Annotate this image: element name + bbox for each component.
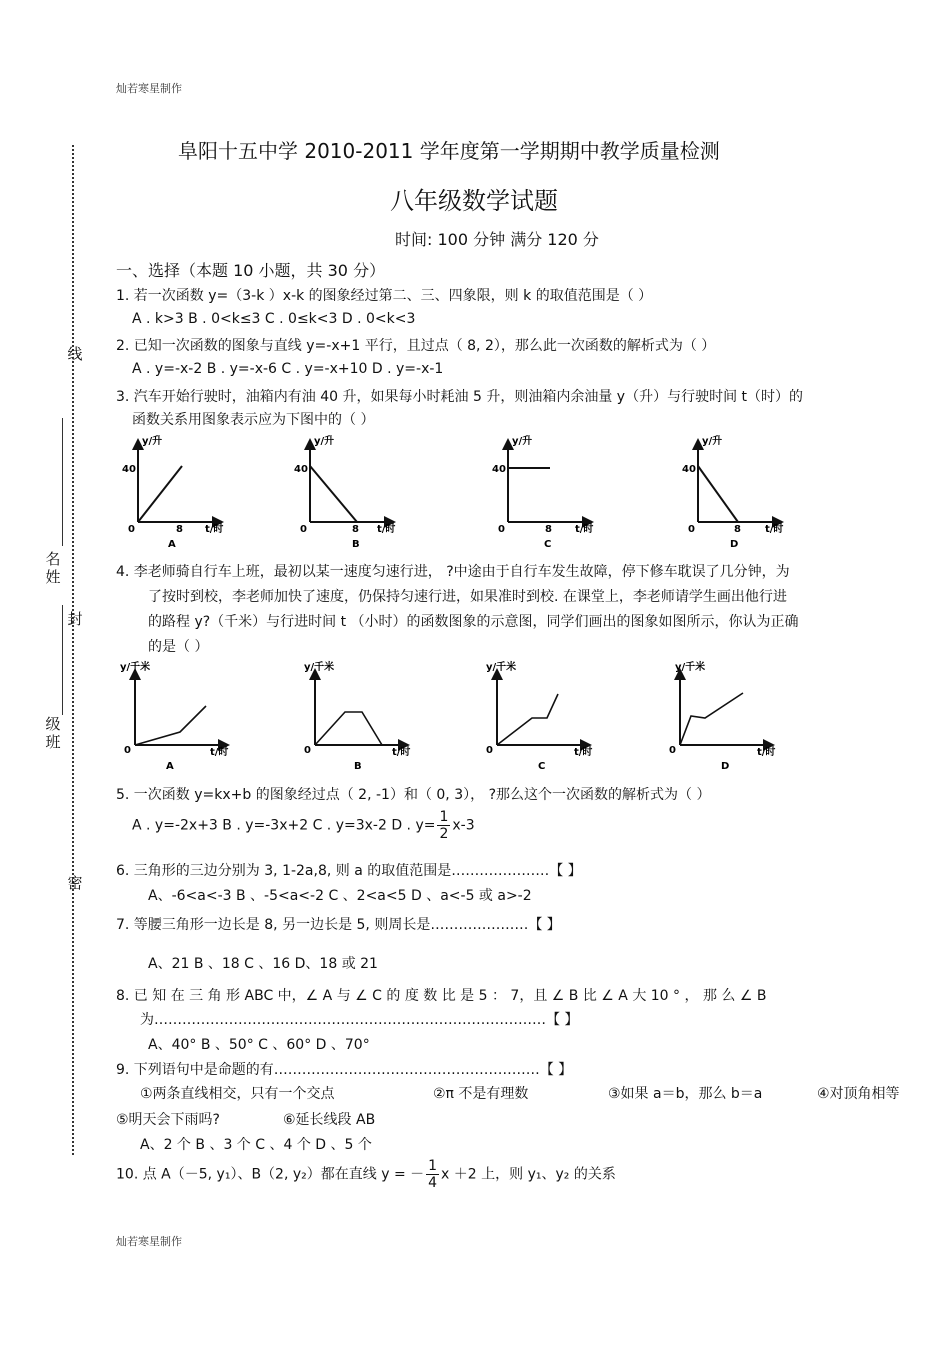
exam-subtitle: 八年级数学试题 [390,187,558,215]
binding-dotted-line [72,145,74,1155]
page-header: 灿若寒星制作 [116,82,182,95]
q4-stem-2: 了按时到校，李老师加快了速度，仍保持匀速行进，如果准时到校. 在课堂上，李老师请学生画出他行进 [148,589,787,605]
svg-text:B: B [352,539,360,550]
q9-item-5: ⑤明天会下雨吗? [116,1112,220,1128]
binding-rule [62,418,63,546]
q4-graph-a [120,660,228,772]
q5-options-text: A . y=-2x+3 B . y=-3x+2 C . y=3x-2 D . y= [132,817,436,834]
q3a-ylabel: y/升 [142,436,163,447]
q9-item-4: ④对顶角相等 [817,1086,900,1102]
q3a-val8: 8 [176,524,183,535]
side-label-xian: 线 [67,345,83,363]
q4-graphs [110,660,810,775]
svg-text:y/千米: y/千米 [120,662,151,673]
q9-options: A、2 个 B 、3 个 C 、4 个 D 、5 个 [140,1137,372,1153]
q4-graph-d [669,660,775,772]
q4-graph-c [486,660,592,772]
svg-text:C: C [538,761,546,772]
svg-text:40: 40 [492,464,506,475]
q3-graph-a [122,434,223,550]
svg-text:0: 0 [124,745,131,756]
svg-text:A: A [166,761,174,772]
svg-text:40: 40 [294,464,308,475]
svg-text:40: 40 [682,464,696,475]
svg-text:y/千米: y/千米 [675,662,706,673]
svg-text:8: 8 [734,524,741,535]
side-label-mi: 密 [67,874,83,892]
side-label-ji: 级 [45,715,61,733]
svg-text:y/千米: y/千米 [486,662,517,673]
q1-options: A . k>3 B . 0<k≤3 C . 0≤k<3 D . 0<k<3 [132,311,416,327]
q4-stem: 4. 李老师骑自行车上班，最初以某一速度匀速行进， ?中途由于自行车发生故障，停下修车耽误了几分钟，为 [116,564,790,580]
svg-text:0: 0 [688,524,695,535]
q9-stem: 9. 下列语句中是命题的有…………………………………………………【 】 [116,1062,573,1078]
q3a-val40: 40 [122,464,136,475]
q3-stem-cont: 函数关系用图象表示应为下图中的（ ） [132,412,375,428]
svg-text:y/升: y/升 [314,436,335,447]
svg-text:0: 0 [304,745,311,756]
q3a-tlabel: t/时 [205,524,224,535]
q6-stem: 6. 三角形的三边分别为 3, 1-2a,8, 则 a 的取值范围是…………………【 】 [116,863,582,879]
svg-text:D: D [730,539,739,550]
q5-stem: 5. 一次函数 y=kx+b 的图象经过点（ 2, -1）和（ 0, 3）， ?那么这个一次函数的解析式为（ ） [116,787,711,803]
svg-text:t/时: t/时 [575,524,594,535]
q3a-zero: 0 [128,524,135,535]
svg-text:y/升: y/升 [512,436,533,447]
svg-text:y/升: y/升 [702,436,723,447]
q1-stem: 1. 若一次函数 y=（3-k ）x-k 的图象经过第二、三、四象限，则 k 的取值范围是（ ） [116,288,653,304]
exam-meta: 时间: 100 分钟 满分 120 分 [395,230,599,249]
svg-text:0: 0 [486,745,493,756]
q5-options: A . y=-2x+3 B . y=-3x+2 C . y=3x-2 D . y= $\frac{1}{2}$ x-3 [132,809,475,842]
side-label-xing: 姓 [45,568,61,586]
svg-text:0: 0 [498,524,505,535]
svg-text:t/时: t/时 [210,747,229,758]
svg-text:t/时: t/时 [574,747,593,758]
q6-options: A、-6<a<-3 B 、-5<a<-2 C 、2<a<5 D 、a<-5 或 a>-2 [148,888,532,904]
q3-graph-c [492,434,593,550]
q2-options: A . y=-x-2 B . y=-x-6 C . y=-x+10 D . y=-x-1 [132,361,444,377]
side-label-ming: 名 [45,550,61,568]
svg-text:8: 8 [545,524,552,535]
q3-stem: 3. 汽车开始行驶时，油箱内有油 40 升，如果每小时耗油 5 升，则油箱内余油量 y（升）与行驶时间 t（时）的 [116,389,804,405]
svg-text:D: D [721,761,730,772]
svg-text:8: 8 [352,524,359,535]
svg-text:0: 0 [669,745,676,756]
q5-fraction: $\frac{1}{2}$ [439,809,449,842]
q7-stem: 7. 等腰三角形一边长是 8, 另一边长是 5, 则周长是…………………【 】 [116,917,561,933]
svg-text:0: 0 [300,524,307,535]
svg-text:t/时: t/时 [765,524,784,535]
q9-item-3: ③如果 a＝b，那么 b＝a [608,1086,763,1102]
q8-stem-2: 为…………………………………………………………………………【 】 [140,1012,579,1028]
svg-text:t/时: t/时 [757,747,776,758]
binding-rule [62,605,63,715]
q3-graph-b [294,434,395,550]
svg-text:y/千米: y/千米 [304,662,335,673]
svg-text:t/时: t/时 [377,524,396,535]
q10-stem: 10. 点 A（－5, y₁）、B（2, y₂）都在直线 y = － $\frac{1}{4}$ x ＋2 上，则 y₁、y₂ 的关系 [116,1158,616,1191]
q3-graph-d [682,434,783,550]
q4-stem-3: 的路程 y?（千米）与行进时间 t （小时）的函数图象的示意图，同学们画出的图象如图所示，你认为正确 [148,614,799,630]
q7-options: A、21 B 、18 C 、16 D、18 或 21 [148,956,378,972]
svg-text:t/时: t/时 [392,747,411,758]
svg-text:B: B [354,761,362,772]
q2-stem: 2. 已知一次函数的图象与直线 y=-x+1 平行，且过点（ 8, 2），那么此一次函数的解析式为（ ） [116,338,716,354]
side-label-ban: 班 [45,733,61,751]
q9-item-6: ⑥延长线段 AB [283,1112,376,1128]
q9-item-2: ②π 不是有理数 [433,1086,529,1102]
exam-title: 阜阳十五中学 2010-2011 学年度第一学期期中教学质量检测 [178,139,720,163]
page-footer: 灿若寒星制作 [116,1235,182,1248]
q8-options: A、40° B 、50° C 、60° D 、70° [148,1037,370,1053]
side-label-feng: 封 [67,610,83,628]
svg-text:C: C [544,539,552,550]
q3a-letter: A [168,539,176,550]
section-heading: 一、选择（本题 10 小题，共 30 分） [116,261,386,280]
q8-stem: 8. 已 知 在 三 角 形 ABC 中，∠ A 与 ∠ C 的 度 数 比 是 5 ： 7，且 ∠ B 比 ∠ A 大 10 ° ， 那 么 ∠ B [116,988,767,1004]
q9-item-1: ①两条直线相交，只有一个交点 [140,1086,335,1102]
q10-fraction: $\frac{1}{4}$ [428,1158,438,1191]
q3-graphs [110,432,810,557]
q4-graph-b [304,660,410,772]
q4-stem-4: 的是（ ） [148,639,209,655]
